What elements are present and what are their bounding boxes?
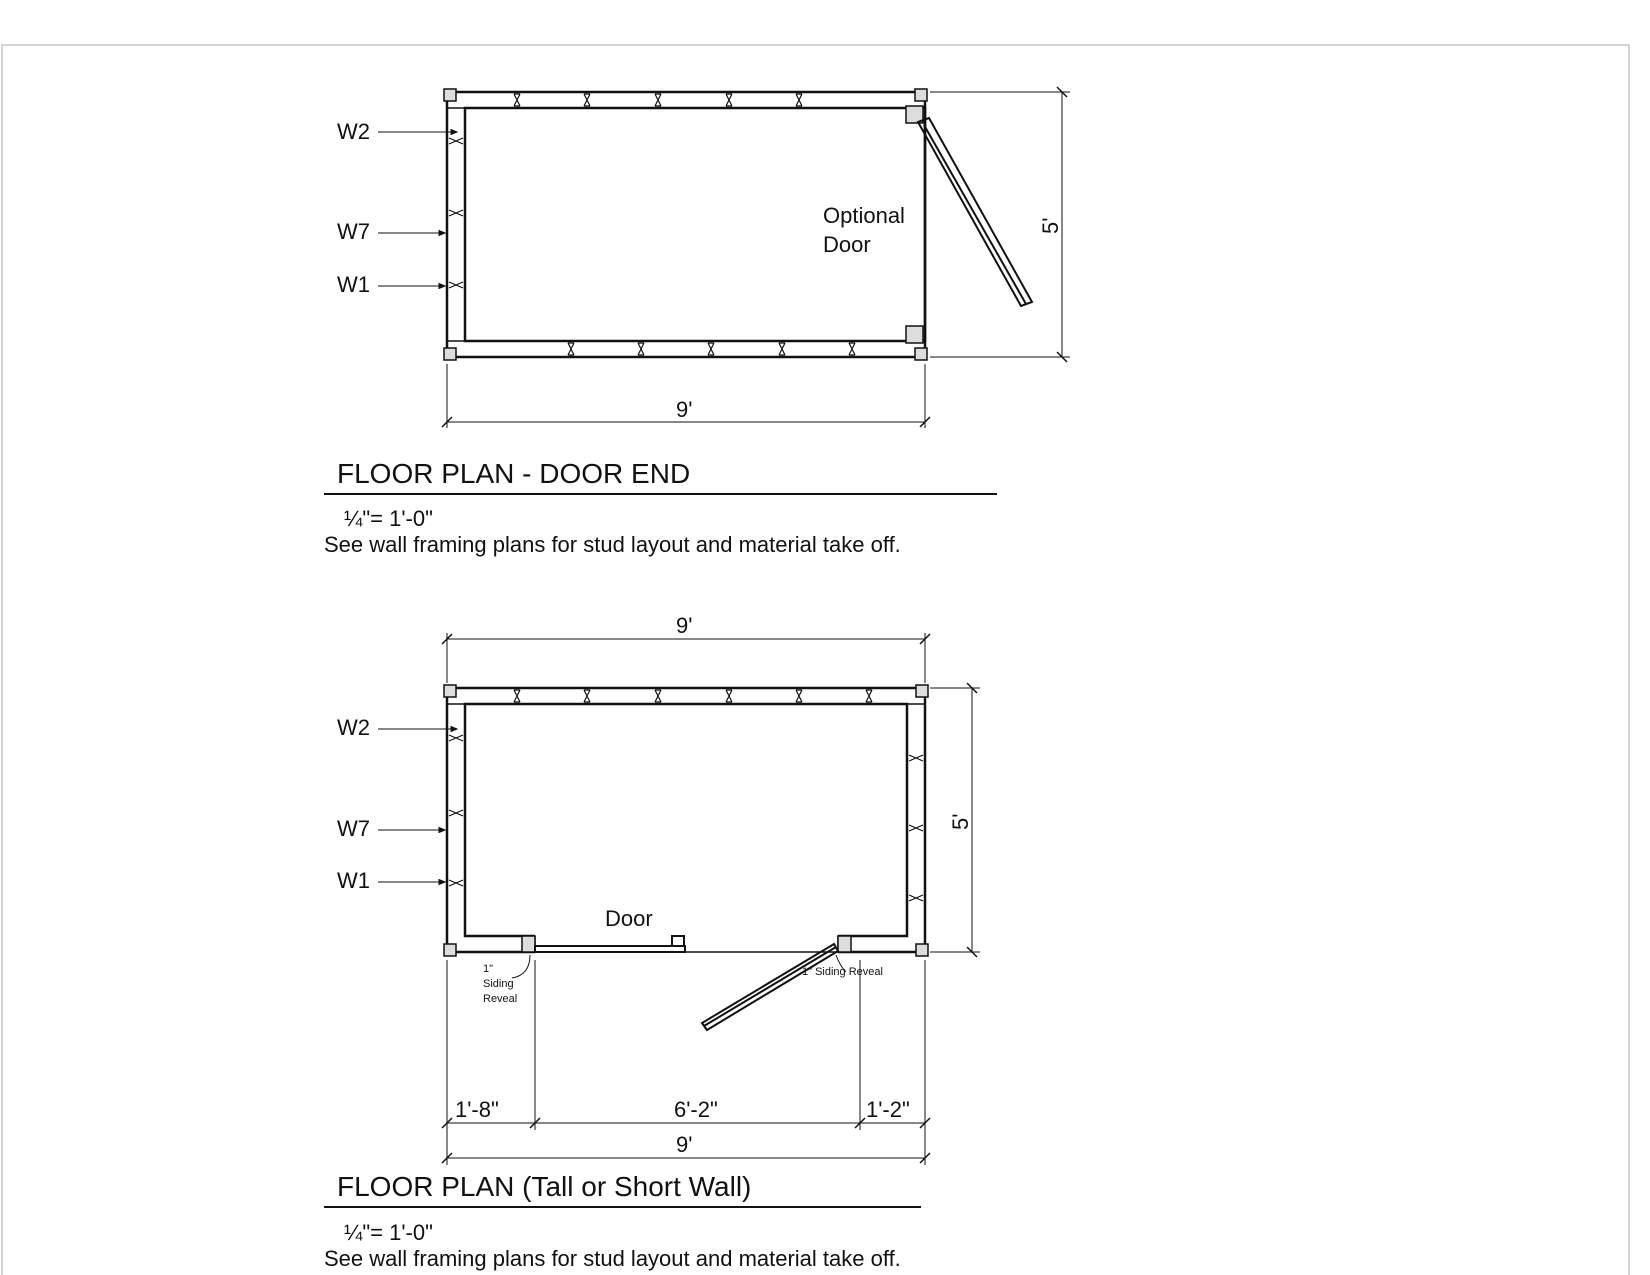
wall-labels (337, 715, 457, 893)
dimension-width-label: 9' (676, 397, 693, 422)
plan-note: See wall framing plans for stud layout and material take off. (324, 1246, 901, 1271)
right-door-leaf (702, 944, 838, 1030)
wall-label-w1: W1 (337, 272, 370, 297)
siding-reveal-left-2: Siding (483, 978, 514, 990)
wall-label-w7: W7 (337, 816, 370, 841)
optional-door-label-line2: Door (823, 232, 871, 257)
studs-left (449, 735, 463, 886)
wall-label-w2: W2 (337, 715, 370, 740)
siding-reveal-left-leader (512, 955, 530, 978)
floor-plan-door-end (324, 89, 1070, 557)
studs-bottom (568, 343, 855, 355)
dimension-width-top (447, 633, 925, 683)
optional-door-label-line1: Optional (823, 203, 905, 228)
plan-scale: ¼"= 1'-0" (344, 506, 433, 531)
outer-wall-outline (447, 688, 925, 952)
floor-plan-tall-short-wall (324, 613, 980, 1271)
plan-title-door-end: FLOOR PLAN - DOOR END (337, 458, 691, 489)
left-door-leaf (535, 936, 685, 952)
optional-door-leaf (918, 118, 1032, 306)
siding-reveal-left-3: Reveal (483, 993, 518, 1005)
studs-left (449, 138, 463, 288)
door-label: Door (605, 906, 653, 931)
sheet-border (2, 45, 1629, 1275)
studs-top (514, 94, 802, 106)
plan-note: See wall framing plans for stud layout and material take off. (324, 532, 901, 557)
studs-right (909, 755, 923, 901)
dimension-segment-left: 1'-8" (455, 1097, 499, 1122)
siding-reveal-right: 1" Siding Reveal (802, 966, 883, 978)
dimension-depth-label: 5' (1038, 217, 1063, 234)
wall-label-w1: W1 (337, 868, 370, 893)
dimension-width-bottom-label: 9' (676, 1132, 693, 1157)
plan-title-tall-short-wall: FLOOR PLAN (Tall or Short Wall) (337, 1171, 752, 1202)
dimension-depth-label: 5' (948, 813, 973, 830)
dimension-width-top-label: 9' (676, 613, 693, 638)
wall-label-w7: W7 (337, 219, 370, 244)
inner-wall-outline (465, 704, 907, 936)
wall-label-w2: W2 (337, 119, 370, 144)
siding-reveal-left-1: 1" (483, 963, 494, 975)
wall-labels (337, 119, 457, 297)
plan-scale: ¼"= 1'-0" (344, 1220, 433, 1245)
corner-posts (444, 685, 928, 956)
studs-top (514, 690, 872, 702)
dimension-segment-middle: 6'-2" (674, 1097, 718, 1122)
dimension-segment-right: 1'-2" (866, 1097, 910, 1122)
